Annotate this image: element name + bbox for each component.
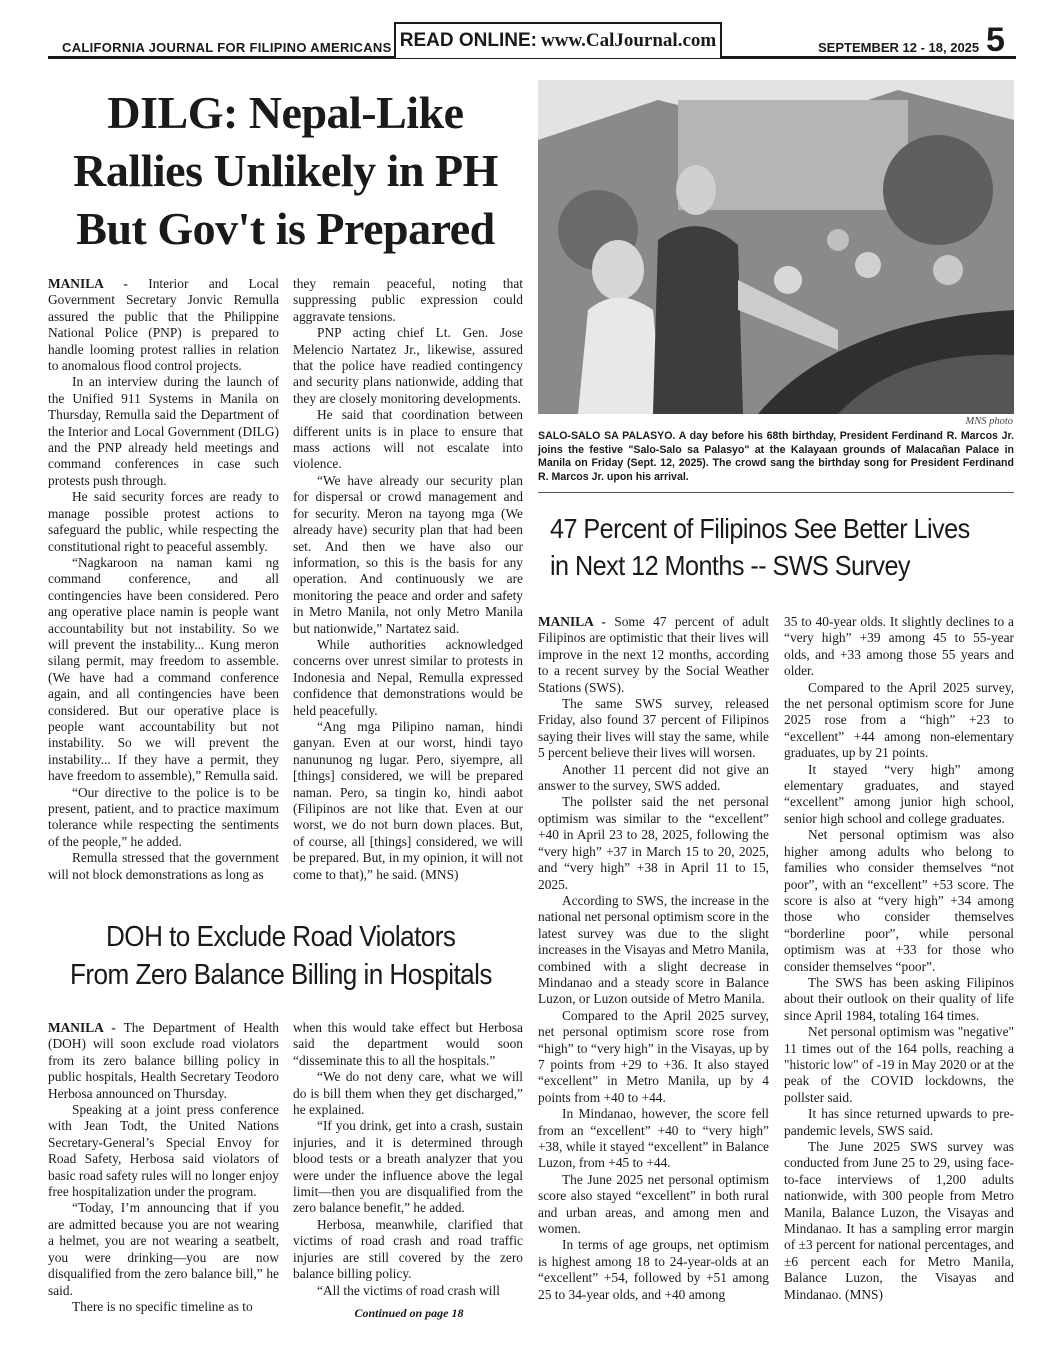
paragraph: While authorities acknowledged concerns over unrest similar to protests in Indonesia and Nepal, Remulla expressed confidence that demonstrations would be held peacefully.: [293, 636, 523, 718]
paragraph: The SWS has been asking Filipinos about their outlook on their quality of life since April 1984, totaling 164 times.: [784, 974, 1014, 1023]
photo-credit: MNS photo: [965, 416, 1013, 427]
article2-headline: [70, 918, 492, 994]
continued-link[interactable]: Continued on page 18: [354, 1306, 464, 1320]
headline-line: DOH to Exclude Road Violators: [106, 921, 456, 953]
paragraph: “If you drink, get into a crash, sustain injuries, and it is determined through blood tests or a breath analyzer that you were under the influence above the legal limit—then you are disqualified from the zero balance benefit,” he added.: [293, 1118, 523, 1216]
paragraph: The June 2025 SWS survey was conducted from June 25 to 29, using face-to-face interviews of 1,200 adults nationwide, with 300 people from Metro Manila, Balance Luzon, the Visayas and Mindanao. It has a sampling error margin of ±3 percent for national percentages, and ±6 percent each for Metro Manila, Balance Luzon, the Visayas and Mindanao. (MNS): [784, 1139, 1014, 1302]
paragraph: “Our directive to the police is to be present, patient, and to practice maximum tolerance while respecting the sentiments of the people,” he added.: [48, 784, 279, 849]
paragraph: The same SWS survey, released Friday, also found 37 percent of Filipinos saying their lives will stay the same, while 5 percent believe their lives will worsen.: [538, 696, 769, 761]
paragraph: It stayed “very high” among elementary graduates, and stayed “excellent” among junior high school, senior high school and college graduates.: [784, 761, 1014, 826]
paragraph: “Ang mga Pilipino naman, hindi ganyan. Even at our worst, hindi tayo nanununog ng lugar. Pero, siyempre, all [things] considered, we will be prepared naman. Pero, sa tingin ko, hindi aabot (Filipinos are not like that. Even at our worst, we do not burn down places. But, of course, all [things] considered, we will be prepared. But, in my opinion, it will not come to that),” he said. (MNS): [293, 718, 523, 882]
paragraph: MANILA - Some 47 percent of adult Filipinos are optimistic that their lives will improve in the next 12 months, according to a recent survey by the Social Weather Stations (SWS).: [538, 614, 769, 695]
article2-column-1: [48, 1020, 279, 1315]
paragraph: Speaking at a joint press conference with Jean Todt, the United Nations Secretary-General’s Special Envoy for Road Safety, Herbosa said violators of basic road safety rules will no longer enjoy free hospitalization under the program.: [48, 1102, 279, 1200]
paragraph: Remulla stressed that the government will not block demonstrations as long as: [48, 850, 279, 882]
paragraph: they remain peaceful, noting that suppressing public expression could aggravate tensions.: [293, 276, 523, 324]
publication-name: CALIFORNIA JOURNAL FOR FILIPINO AMERICANS: [62, 40, 392, 55]
paragraph: Compared to the April 2025 survey, the net personal optimism score for June 2025 rose from a “high” +23 to “excellent” +44 among non-elementary graduates, up by 21 points.: [784, 679, 1014, 761]
paragraph: Herbosa, meanwhile, clarified that victims of road crash and road traffic injuries are still covered by the zero balance billing policy.: [293, 1216, 523, 1282]
paragraph: There is no specific timeline as to: [72, 1298, 253, 1314]
paragraph: Compared to the April 2025 survey, net personal optimism score rose from “high” to “very high” in the Visayas, up by 7 points from +29 to +36. It also stayed “excellent” in Metro Manila, up by 4 points from +40 to +44.: [538, 1007, 769, 1105]
paragraph: “All the victims of road crash will: [317, 1282, 500, 1298]
paragraph: “We do not deny care, what we will do is bill them when they get discharged,” he explained.: [293, 1069, 523, 1118]
headline-line: From Zero Balance Billing in Hospitals: [70, 959, 492, 991]
article3-headline: [550, 510, 970, 584]
paragraph: It has since returned upwards to pre-pandemic levels, SWS said.: [784, 1106, 1014, 1138]
read-online-box[interactable]: [394, 22, 722, 58]
article1-headline: [48, 84, 523, 258]
paragraph: “Today, I’m announcing that if you are admitted because you are not wearing a helmet, you are not wearing a seatbelt, you were drinking—you are now disqualified from the zero balance bill,” he said.: [48, 1200, 279, 1298]
photo-caption: SALO-SALO SA PALASYO. A day before his 68th birthday, President Ferdinand R. Marcos Jr. joins the festive "Salo-Salo sa Palasyo" at the Kalayaan grounds of Malacañan Palace in Manila on Friday (Sept. 12, 2025). The crowd sang the birthday song for President Ferdinand R. Marcos Jr. upon his arrival.: [538, 430, 1014, 483]
dateline: MANILA -: [538, 614, 606, 629]
paragraph: “Nagkaroon na naman kami ng command conference, and all contingencies have been considered. Pero ang operative place namin is people want accountability but not instability. So we will prevent the instability... Kung meron silang permit, may freedom to assemble. (We have had a command conference again, and all contingencies have been considered. But our operative place is people want accountability but not instability. So we will prevent the instability... If they have a permit, they have freedom to assemble),” Remulla said.: [48, 554, 279, 784]
paragraph: According to SWS, the increase in the national net personal optimism score in the latest survey was due to the slight increases in the Visayas and Metro Manila, combined with a slight decrease in Mindanao and a steady score in Balance Luzon, or Luzon outside of Metro Manila.: [538, 892, 769, 1007]
paragraph: MANILA - The Department of Health (DOH) will soon exclude road violators from its zero balance billing policy in public hospitals, Health Secretary Teodoro Herbosa announced on Thursday.: [48, 1020, 279, 1101]
paragraph: PNP acting chief Lt. Gen. Jose Melencio Nartatez Jr., likewise, assured that the police have readied contingency and security plans nationwide, adding that they are closely monitoring developments.: [293, 325, 523, 406]
issue-date: SEPTEMBER 12 - 18, 2025: [818, 40, 980, 55]
photo-illustration: [538, 80, 1014, 414]
article1-column-2: [293, 276, 523, 883]
headline-line: DILG: Nepal-Like: [107, 87, 464, 138]
paragraph: He said that coordination between different units is in place to ensure that mass actions will not escalate into violence.: [293, 407, 523, 472]
paragraph: MANILA - Interior and Local Government Secretary Jonvic Remulla assured the public that the Philippine National Police (PNP) is prepared to handle looming protest rallies in relation to anomalous flood control projects.: [48, 276, 279, 374]
page-number: 5: [986, 21, 1005, 59]
paragraph: Another 11 percent did not give an answer to the survey, SWS added.: [538, 761, 769, 794]
paragraph: He said security forces are ready to manage possible protest actions to safeguard the public, while respecting the constitutional right to peaceful assembly.: [48, 489, 279, 554]
article2-column-2: [293, 1020, 523, 1299]
paragraph: “We have already our security plan for dispersal or crowd management and for security. Meron na tayong mga (We already have) security plan that had been set. And then we have also our information, so this is the basis for any operation. And continuously we are monitoring the peace and order and safety in Metro Manila, not only Metro Manila but nationwide,” Nartatez said.: [293, 472, 523, 636]
dateline: MANILA -: [48, 1020, 116, 1035]
paragraph: In an interview during the launch of the Unified 911 Systems in Manila on Thursday, Remulla said the Department of the Interior and Local Government (DILG) and the PNP already held meetings and command conferences in case such protests push through.: [48, 374, 279, 488]
read-online-label: READ ONLINE:: [399, 30, 537, 51]
paragraph: when this would take effect but Herbosa said the department would soon “disseminate this to all the hospitals.”: [293, 1020, 523, 1068]
paragraph: In Mindanao, however, the score fell from an “excellent” +40 to “very high” +38, while it stayed “excellent” in Balance Luzon, from +45 to +44.: [538, 1106, 769, 1171]
paragraph: The June 2025 net personal optimism score also stayed “excellent” in both rural and urban areas, and among men and women.: [538, 1171, 769, 1237]
caption-divider: [538, 492, 1014, 493]
headline-line: 47 Percent of Filipinos See Better Lives: [550, 513, 970, 544]
article3-column-2: [784, 614, 1014, 1303]
paragraph: 35 to 40-year olds. It slightly declines to a “very high” +39 among 45 to 55-year olds, and +33 among those 55 years and older.: [784, 614, 1014, 679]
paragraph: In terms of age groups, net optimism is highest among 18 to 24-year-olds at an “excellent” +54, followed by +51 among 25 to 34-year olds, and +40 among: [538, 1237, 769, 1302]
news-photo: [538, 80, 1014, 414]
article3-column-1: [538, 614, 769, 1303]
headline-line: But Gov't is Prepared: [76, 203, 495, 254]
headline-line: in Next 12 Months -- SWS Survey: [550, 550, 910, 581]
paragraph: Net personal optimism was also higher among adults who belong to families who consider themselves “not poor”, with an “excellent” +53 score. The score is also at “very high” +34 among those who consider themselves “borderline poor”, while personal optimism was at +33 for those who consider themselves “poor”.: [784, 827, 1014, 974]
paragraph: Net personal optimism was "negative" 11 times out of the 164 polls, reaching a "historic low" of -19 in May 2020 or at the peak of the COVID lockdowns, the pollster said.: [784, 1024, 1014, 1105]
dateline: MANILA -: [48, 276, 128, 291]
headline-line: Rallies Unlikely in PH: [73, 145, 498, 196]
paragraph: The pollster said the net personal optimism was similar to the “excellent” +40 in April 23 to 28, 2025, following the “very high” +37 in March 15 to 20, 2025, and “very high” +38 in April 11 to 15, 2025.: [538, 794, 769, 892]
read-online-url[interactable]: www.CalJournal.com: [541, 30, 717, 51]
article1-column-1: [48, 276, 279, 883]
